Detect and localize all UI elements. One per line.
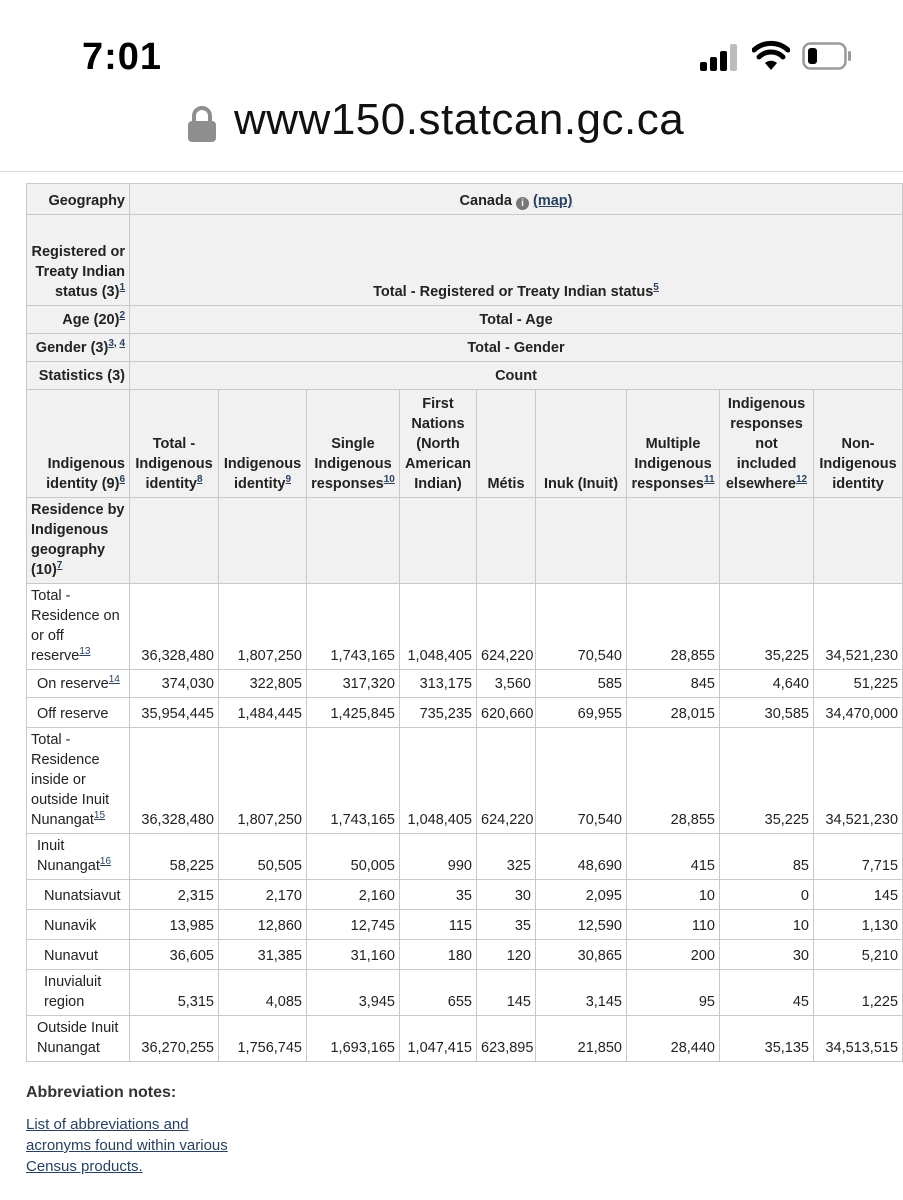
row-label: Total - Residence on or off reserve$^{13}$ — [26, 584, 130, 670]
table-row — [26, 698, 903, 728]
table-cell: 31,385 — [219, 940, 307, 970]
table-cell: 30,865 — [536, 940, 627, 970]
registered-status-value: Total - Registered or Treaty Indian status$^5$ — [130, 215, 903, 306]
column-header: Inuk (Inuit) — [536, 390, 627, 498]
footnote-link[interactable]: 6 — [119, 474, 125, 486]
table-cell: 36,328,480 — [130, 584, 219, 670]
table-cell: 1,048,405 — [400, 728, 477, 834]
table-cell: 120 — [477, 940, 536, 970]
table-cell: 35,225 — [720, 584, 814, 670]
table-cell: 655 — [400, 970, 477, 1016]
table-row — [26, 880, 903, 910]
table-cell: 2,315 — [130, 880, 219, 910]
footnote-link[interactable]: 7 — [56, 560, 63, 572]
table-cell: 200 — [627, 940, 720, 970]
column-header: Indigenous identity$^9$ — [219, 390, 307, 498]
table-cell: 34,521,230 — [814, 584, 903, 670]
empty-header-cell — [627, 498, 720, 584]
table-cell: 30 — [720, 940, 814, 970]
lock-icon — [187, 105, 217, 143]
table-cell: 10 — [627, 880, 720, 910]
table-cell: 36,328,480 — [130, 728, 219, 834]
column-header: Non-Indigenous identity — [814, 390, 903, 498]
table-row — [26, 834, 903, 880]
table-cell: 30,585 — [720, 698, 814, 728]
table-cell: 990 — [400, 834, 477, 880]
table-cell: 3,145 — [536, 970, 627, 1016]
table-cell: 845 — [627, 670, 720, 698]
table-cell: 2,160 — [307, 880, 400, 910]
empty-header-cell — [400, 498, 477, 584]
column-header: First Nations (North American Indian) — [400, 390, 477, 498]
table-row — [26, 940, 903, 970]
url-text[interactable]: www150.statcan.gc.ca — [234, 95, 685, 144]
table-cell: 1,130 — [814, 910, 903, 940]
table-cell: 70,540 — [536, 728, 627, 834]
table-cell: 3,945 — [307, 970, 400, 1016]
table-cell: 12,745 — [307, 910, 400, 940]
table-row — [26, 970, 903, 1016]
status-bar — [0, 0, 903, 95]
column-header: Single Indigenous responses$^{10}$ — [307, 390, 400, 498]
table-cell: 1,807,250 — [219, 584, 307, 670]
indigenous-identity-header: Indigenous identity (9)$^6$ — [26, 390, 130, 498]
table-cell: 5,210 — [814, 940, 903, 970]
table-cell: 70,540 — [536, 584, 627, 670]
table-cell: 48,690 — [536, 834, 627, 880]
statistics-value: Count — [130, 362, 903, 390]
table-cell: 1,484,445 — [219, 698, 307, 728]
table-cell: 180 — [400, 940, 477, 970]
table-cell: 28,855 — [627, 584, 720, 670]
table-cell: 1,807,250 — [219, 728, 307, 834]
table-cell: 28,440 — [627, 1016, 720, 1062]
table-row — [26, 670, 903, 698]
row-label: On reserve$^{14}$ — [26, 670, 130, 698]
table-cell: 1,743,165 — [307, 584, 400, 670]
geography-header: Geography — [26, 183, 130, 215]
footnote-link[interactable]: 5 — [653, 282, 659, 294]
abbreviations-link[interactable]: List of abbreviations and acronyms found within various Census products. — [26, 1116, 228, 1175]
abbreviation-notes-title: Abbreviation notes: — [26, 1084, 177, 1101]
table-cell: 4,085 — [219, 970, 307, 1016]
table-cell: 34,513,515 — [814, 1016, 903, 1062]
row-label: Nunavik — [26, 910, 130, 940]
footnote-link[interactable]: 8 — [197, 474, 203, 486]
gender-value: Total - Gender — [130, 334, 903, 362]
table-cell: 3,560 — [477, 670, 536, 698]
table-cell: 322,805 — [219, 670, 307, 698]
row-label: Outside Inuit Nunangat — [26, 1016, 130, 1062]
table-cell: 374,030 — [130, 670, 219, 698]
table-cell: 620,660 — [477, 698, 536, 728]
geography-value — [130, 183, 903, 215]
table-cell: 51,225 — [814, 670, 903, 698]
footnote-link[interactable]: 4 — [119, 338, 125, 350]
row-label: Inuvialuit region — [26, 970, 130, 1016]
table-cell: 35,135 — [720, 1016, 814, 1062]
row-label: Nunatsiavut — [26, 880, 130, 910]
age-header: Age (20)$^2$ — [26, 306, 130, 334]
table-cell: 58,225 — [130, 834, 219, 880]
table-cell: 31,160 — [307, 940, 400, 970]
registered-status-header: Registered or Treaty Indian status (3)$^1$ — [26, 215, 130, 306]
footnote-link[interactable]: 12 — [796, 474, 808, 486]
column-header: Métis — [477, 390, 536, 498]
empty-header-cell — [130, 498, 219, 584]
age-value: Total - Age — [130, 306, 903, 334]
footnote-link[interactable]: 10 — [383, 474, 395, 486]
column-header: Total - Indigenous identity$^8$ — [130, 390, 219, 498]
info-icon[interactable]: i — [516, 197, 529, 210]
table-cell: 21,850 — [536, 1016, 627, 1062]
table-cell: 28,855 — [627, 728, 720, 834]
table-cell: 1,048,405 — [400, 584, 477, 670]
census-table — [26, 183, 903, 1062]
empty-header-cell — [720, 498, 814, 584]
footnote-link[interactable]: 15 — [93, 810, 106, 822]
table-cell: 145 — [814, 880, 903, 910]
table-cell: 35 — [477, 910, 536, 940]
table-cell: 36,605 — [130, 940, 219, 970]
table-cell: 317,320 — [307, 670, 400, 698]
empty-header-cell — [814, 498, 903, 584]
table-cell: 1,743,165 — [307, 728, 400, 834]
table-cell: 1,225 — [814, 970, 903, 1016]
cellular-signal-icon — [700, 44, 740, 71]
table-cell: 50,005 — [307, 834, 400, 880]
empty-header-cell — [219, 498, 307, 584]
empty-header-cell — [307, 498, 400, 584]
table-row — [26, 728, 903, 834]
table-cell: 7,715 — [814, 834, 903, 880]
table-cell: 35 — [400, 880, 477, 910]
table-row — [26, 910, 903, 940]
table-cell: 115 — [400, 910, 477, 940]
table-cell: 1,756,745 — [219, 1016, 307, 1062]
table-cell: 13,985 — [130, 910, 219, 940]
table-cell: 624,220 — [477, 584, 536, 670]
footnote-link[interactable]: 2 — [119, 310, 125, 322]
table-cell: 5,315 — [130, 970, 219, 1016]
table-cell: 1,425,845 — [307, 698, 400, 728]
table-cell: 735,235 — [400, 698, 477, 728]
status-time: 7:01 — [82, 36, 163, 78]
footnote-link[interactable]: 16 — [99, 856, 112, 868]
table-cell: 10 — [720, 910, 814, 940]
footnote-link[interactable]: 3 — [108, 338, 114, 350]
table-cell: 624,220 — [477, 728, 536, 834]
table-cell: 12,590 — [536, 910, 627, 940]
table-cell: 35,954,445 — [130, 698, 219, 728]
table-cell: 1,693,165 — [307, 1016, 400, 1062]
table-cell: 12,860 — [219, 910, 307, 940]
footnote-link[interactable]: 1 — [119, 282, 125, 294]
column-header: Multiple Indigenous responses$^{11}$ — [627, 390, 720, 498]
table-cell: 45 — [720, 970, 814, 1016]
gender-header: Gender (3)$^{3, 4}$ — [26, 334, 130, 362]
table-cell: 36,270,255 — [130, 1016, 219, 1062]
footnote-link[interactable]: 9 — [285, 474, 292, 486]
table-cell: 95 — [627, 970, 720, 1016]
map-link[interactable]: (map) — [532, 193, 573, 209]
table-cell: 69,955 — [536, 698, 627, 728]
column-header: Indigenous responses not included elsewhere$^{12}$ — [720, 390, 814, 498]
table-cell: 415 — [627, 834, 720, 880]
row-label: Inuit Nunangat$^{16}$ — [26, 834, 130, 880]
table-cell: 35,225 — [720, 728, 814, 834]
table-cell: 2,170 — [219, 880, 307, 910]
table-body — [26, 584, 903, 1062]
table-cell: 28,015 — [627, 698, 720, 728]
empty-header-cell — [536, 498, 627, 584]
table-cell: 0 — [720, 880, 814, 910]
row-label: Total - Residence inside or outside Inuit Nunangat$^{15}$ — [26, 728, 130, 834]
table-cell: 85 — [720, 834, 814, 880]
address-bar[interactable] — [0, 95, 903, 172]
wifi-icon — [752, 40, 790, 72]
footnote-link[interactable]: 11 — [703, 474, 715, 486]
statistics-header: Statistics (3) — [26, 362, 130, 390]
table-cell: 50,505 — [219, 834, 307, 880]
table-row — [26, 1016, 903, 1062]
table-cell: 313,175 — [400, 670, 477, 698]
table-cell: 34,521,230 — [814, 728, 903, 834]
table-cell: 1,047,415 — [400, 1016, 477, 1062]
table-cell: 30 — [477, 880, 536, 910]
table-row — [26, 584, 903, 670]
table-cell: 2,095 — [536, 880, 627, 910]
battery-icon — [802, 42, 852, 70]
table-cell: 110 — [627, 910, 720, 940]
table-cell: 145 — [477, 970, 536, 1016]
empty-header-cell — [477, 498, 536, 584]
table-cell: 585 — [536, 670, 627, 698]
geography-name: Canada — [459, 193, 512, 209]
footnote-link[interactable]: 13 — [79, 646, 91, 658]
footnote-link[interactable]: 14 — [108, 674, 120, 686]
row-label: Off reserve — [26, 698, 130, 728]
row-label: Nunavut — [26, 940, 130, 970]
table-cell: 623,895 — [477, 1016, 536, 1062]
table-cell: 34,470,000 — [814, 698, 903, 728]
table-cell: 325 — [477, 834, 536, 880]
table-cell: 4,640 — [720, 670, 814, 698]
residence-header: Residence by Indigenous geography (10)$^7$ — [26, 498, 130, 584]
